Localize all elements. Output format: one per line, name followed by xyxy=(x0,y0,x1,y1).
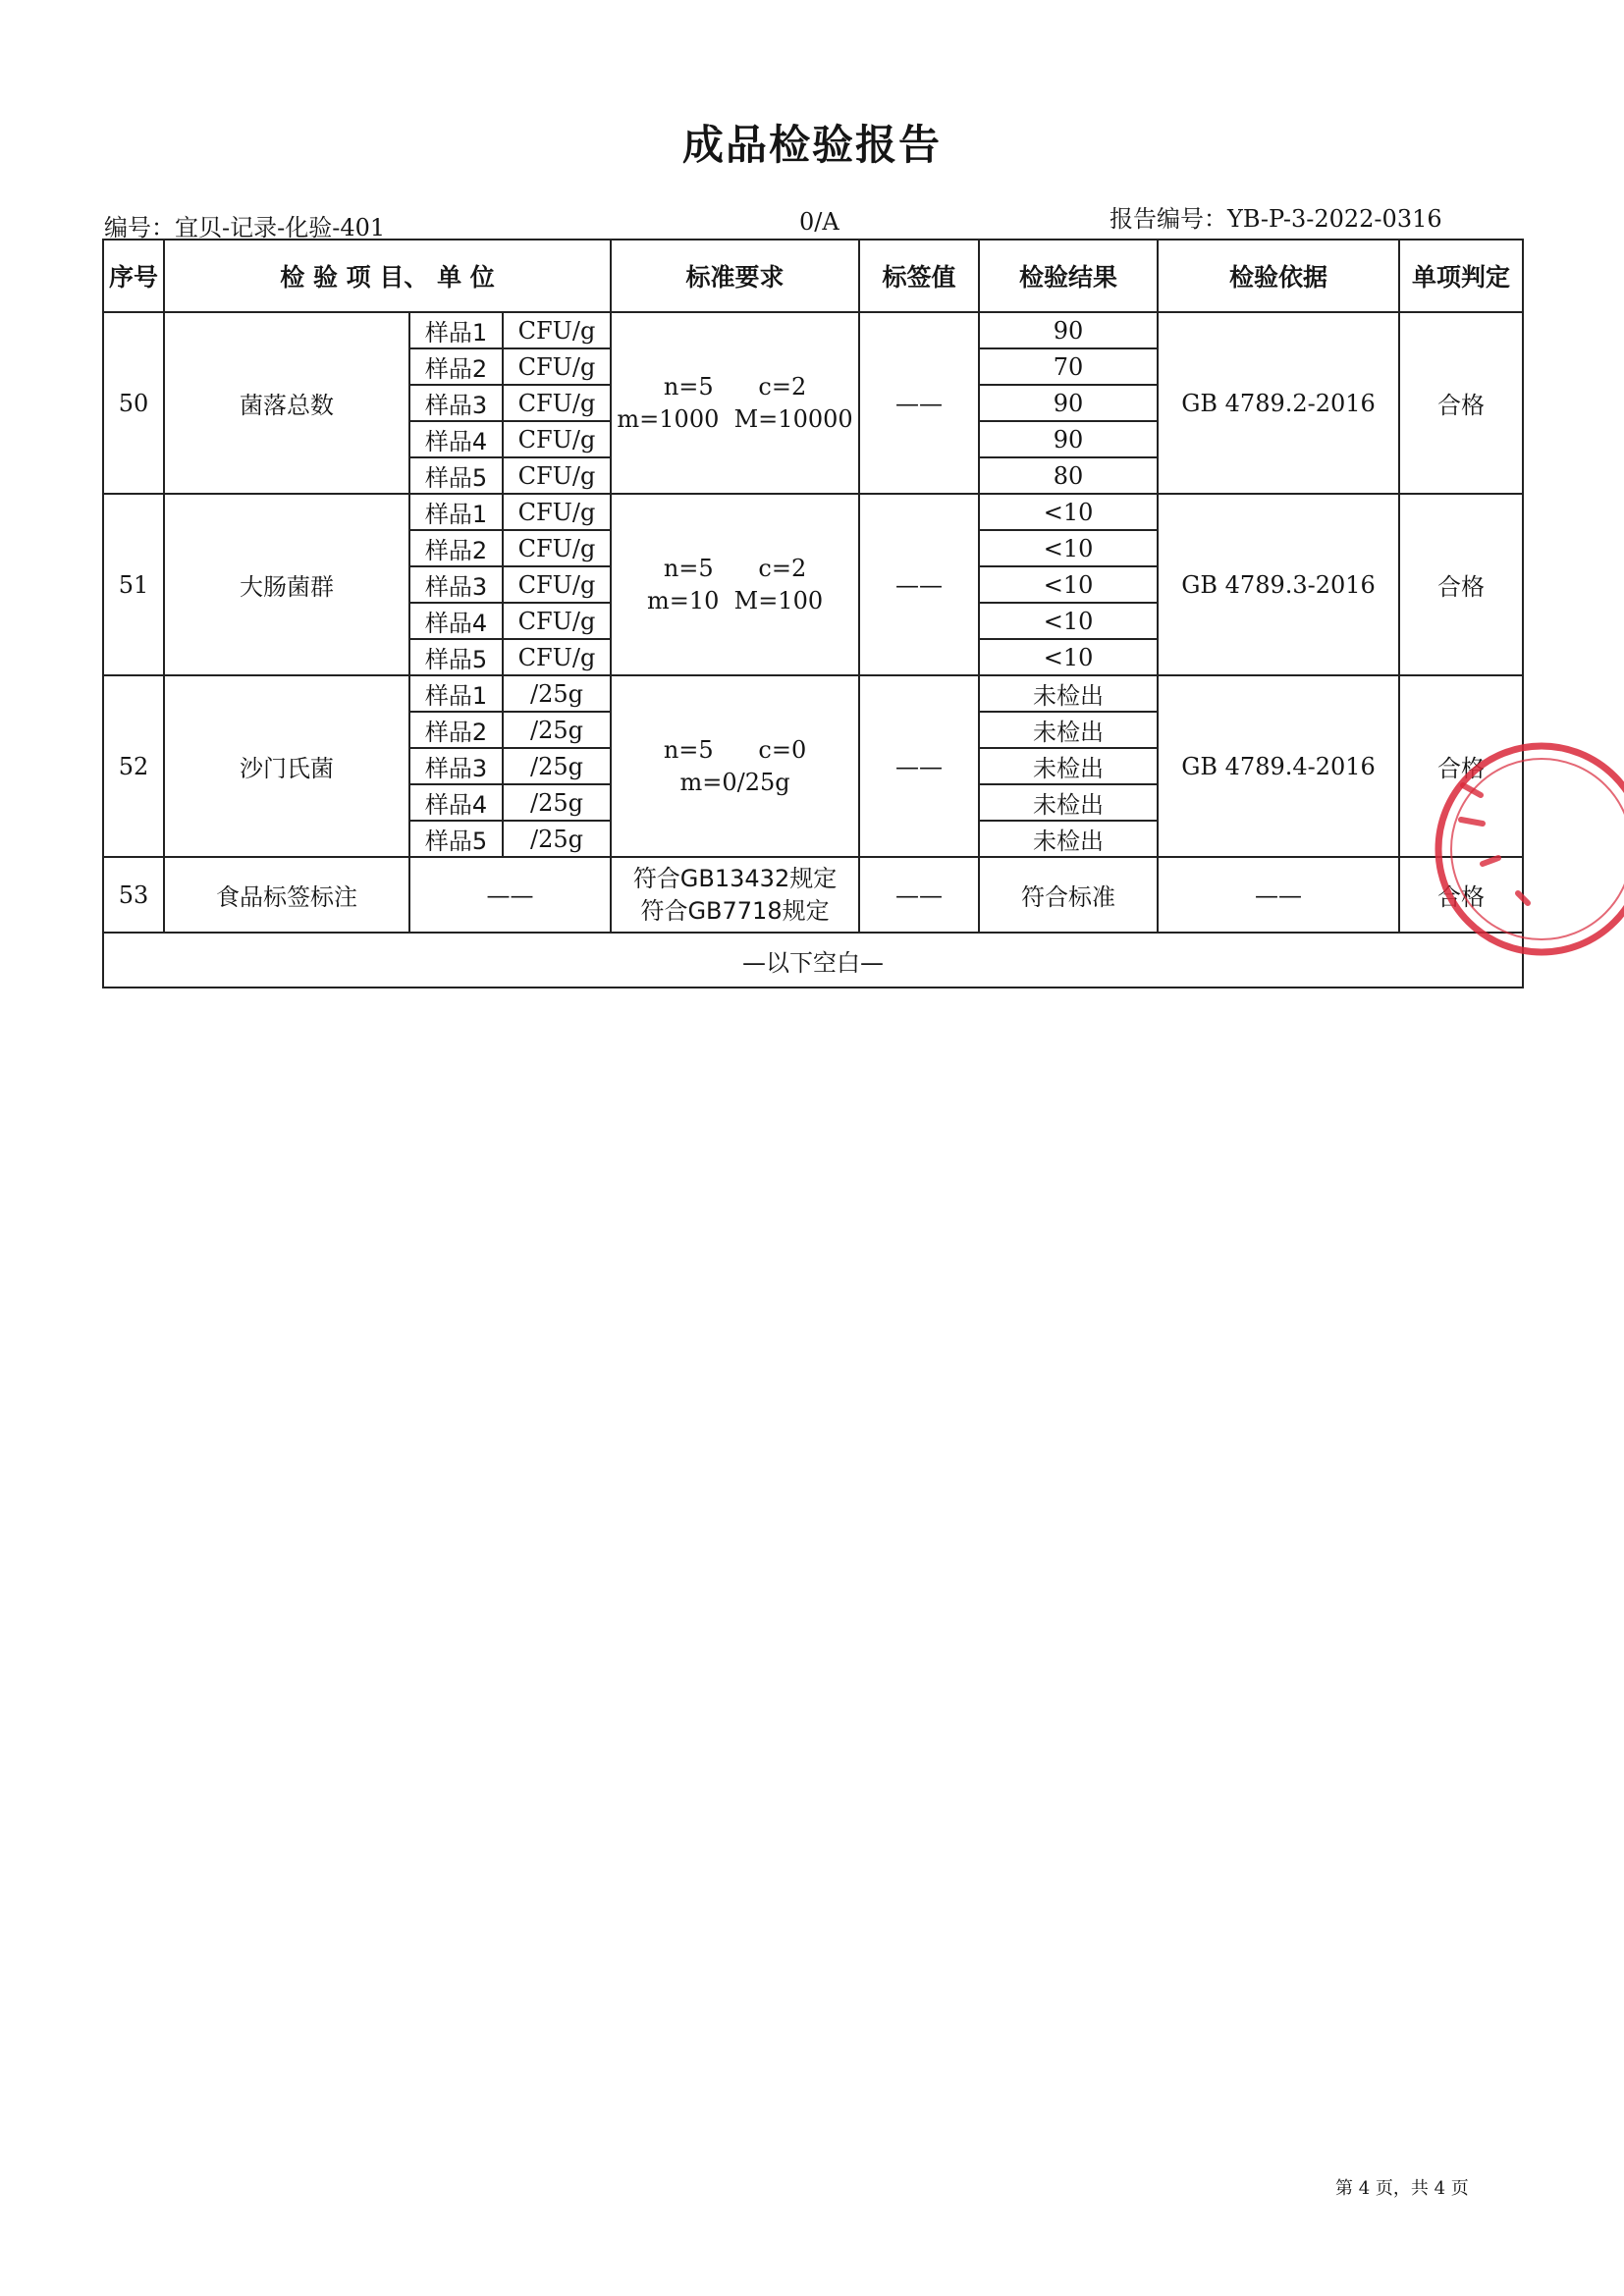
report-number: 报告编号：YB-P-3-2022-0316 xyxy=(1110,205,1442,233)
sample-name: 样品3 xyxy=(409,566,503,603)
standard-cell xyxy=(611,675,859,857)
result-cell: <10 xyxy=(979,639,1158,675)
sample-name: 样品4 xyxy=(409,603,503,639)
label-value-cell: —— xyxy=(859,312,979,494)
table-row xyxy=(103,312,1523,348)
result-cell: 90 xyxy=(979,312,1158,348)
standard-line: n=5 c=2 xyxy=(663,554,807,582)
judgment-cell: 合格 xyxy=(1399,857,1523,933)
sample-unit: CFU/g xyxy=(503,566,611,603)
basis-cell: GB 4789.4-2016 xyxy=(1158,675,1399,857)
sample-name: 样品1 xyxy=(409,312,503,348)
sample-name: 样品5 xyxy=(409,457,503,494)
standard-line: n=5 c=0 xyxy=(663,735,807,764)
header-result: 检验结果 xyxy=(979,240,1158,312)
seq-cell: 53 xyxy=(103,857,164,933)
sample-unit: /25g xyxy=(503,748,611,784)
blank-note-row xyxy=(103,933,1523,988)
sample-name: 样品5 xyxy=(409,639,503,675)
header-row xyxy=(103,240,1523,312)
sample-unit: /25g xyxy=(503,784,611,821)
version-label: 0/A xyxy=(799,208,839,236)
standard-line: m=0/25g xyxy=(679,768,790,796)
judgment-cell: 合格 xyxy=(1399,494,1523,675)
table-row xyxy=(103,494,1523,530)
sample-unit: CFU/g xyxy=(503,348,611,385)
header-label-value: 标签值 xyxy=(859,240,979,312)
label-value-cell: —— xyxy=(859,857,979,933)
standard-cell xyxy=(611,312,859,494)
standard-line: m=1000 M=10000 xyxy=(617,404,853,433)
table-row xyxy=(103,857,1523,933)
basis-cell: GB 4789.3-2016 xyxy=(1158,494,1399,675)
sample-name: 样品3 xyxy=(409,385,503,421)
report-title: 成品检验报告 xyxy=(681,121,942,169)
item-name-cell: 菌落总数 xyxy=(164,312,409,494)
sample-unit: CFU/g xyxy=(503,603,611,639)
result-cell: <10 xyxy=(979,494,1158,530)
sample-name: 样品1 xyxy=(409,675,503,712)
result-cell: 90 xyxy=(979,385,1158,421)
result-cell: <10 xyxy=(979,566,1158,603)
sample-unit: CFU/g xyxy=(503,457,611,494)
sample-name: 样品3 xyxy=(409,748,503,784)
result-cell: 未检出 xyxy=(979,821,1158,857)
header-seq: 序号 xyxy=(103,240,164,312)
document-code: 编号：宜贝-记录-化验-401 xyxy=(104,214,386,241)
unit-cell: —— xyxy=(409,857,611,933)
result-cell: 符合标准 xyxy=(979,857,1158,933)
standard-cell xyxy=(611,494,859,675)
result-cell: 90 xyxy=(979,421,1158,457)
seq-cell: 50 xyxy=(103,312,164,494)
header-judgment: 单项判定 xyxy=(1399,240,1523,312)
result-cell: <10 xyxy=(979,603,1158,639)
header-basis: 检验依据 xyxy=(1158,240,1399,312)
item-name-cell: 沙门氏菌 xyxy=(164,675,409,857)
result-cell: 70 xyxy=(979,348,1158,385)
result-cell: 未检出 xyxy=(979,748,1158,784)
standard-line: m=10 M=100 xyxy=(646,586,824,614)
standard-line: n=5 c=2 xyxy=(663,372,807,400)
header-item-unit: 检 验 项 目、 单 位 xyxy=(164,240,611,312)
standard-line: 符合GB13432规定 xyxy=(632,864,838,892)
sample-unit: CFU/g xyxy=(503,639,611,675)
judgment-cell: 合格 xyxy=(1399,675,1523,857)
sample-name: 样品4 xyxy=(409,784,503,821)
item-name-cell: 食品标签标注 xyxy=(164,857,409,933)
item-name-cell: 大肠菌群 xyxy=(164,494,409,675)
page-number: 第 4 页，共 4 页 xyxy=(1335,2178,1469,2199)
basis-cell: —— xyxy=(1158,857,1399,933)
sample-name: 样品2 xyxy=(409,712,503,748)
standard-line: 符合GB7718规定 xyxy=(640,896,830,925)
sample-name: 样品1 xyxy=(409,494,503,530)
sample-unit: /25g xyxy=(503,821,611,857)
basis-cell: GB 4789.2-2016 xyxy=(1158,312,1399,494)
sample-name: 样品2 xyxy=(409,348,503,385)
label-value-cell: —— xyxy=(859,675,979,857)
inspection-table xyxy=(102,239,1524,988)
header-standard: 标准要求 xyxy=(611,240,859,312)
standard-cell xyxy=(611,857,859,933)
blank-note: —以下空白— xyxy=(103,933,1523,988)
seq-cell: 52 xyxy=(103,675,164,857)
sample-unit: CFU/g xyxy=(503,421,611,457)
result-cell: <10 xyxy=(979,530,1158,566)
seq-cell: 51 xyxy=(103,494,164,675)
result-cell: 未检出 xyxy=(979,784,1158,821)
label-value-cell: —— xyxy=(859,494,979,675)
result-cell: 80 xyxy=(979,457,1158,494)
sample-unit: /25g xyxy=(503,712,611,748)
sample-unit: CFU/g xyxy=(503,385,611,421)
sample-unit: CFU/g xyxy=(503,312,611,348)
sample-unit: CFU/g xyxy=(503,494,611,530)
judgment-cell: 合格 xyxy=(1399,312,1523,494)
result-cell: 未检出 xyxy=(979,712,1158,748)
sample-unit: CFU/g xyxy=(503,530,611,566)
result-cell: 未检出 xyxy=(979,675,1158,712)
sample-name: 样品5 xyxy=(409,821,503,857)
sample-name: 样品2 xyxy=(409,530,503,566)
table-row xyxy=(103,675,1523,712)
sample-unit: /25g xyxy=(503,675,611,712)
sample-name: 样品4 xyxy=(409,421,503,457)
